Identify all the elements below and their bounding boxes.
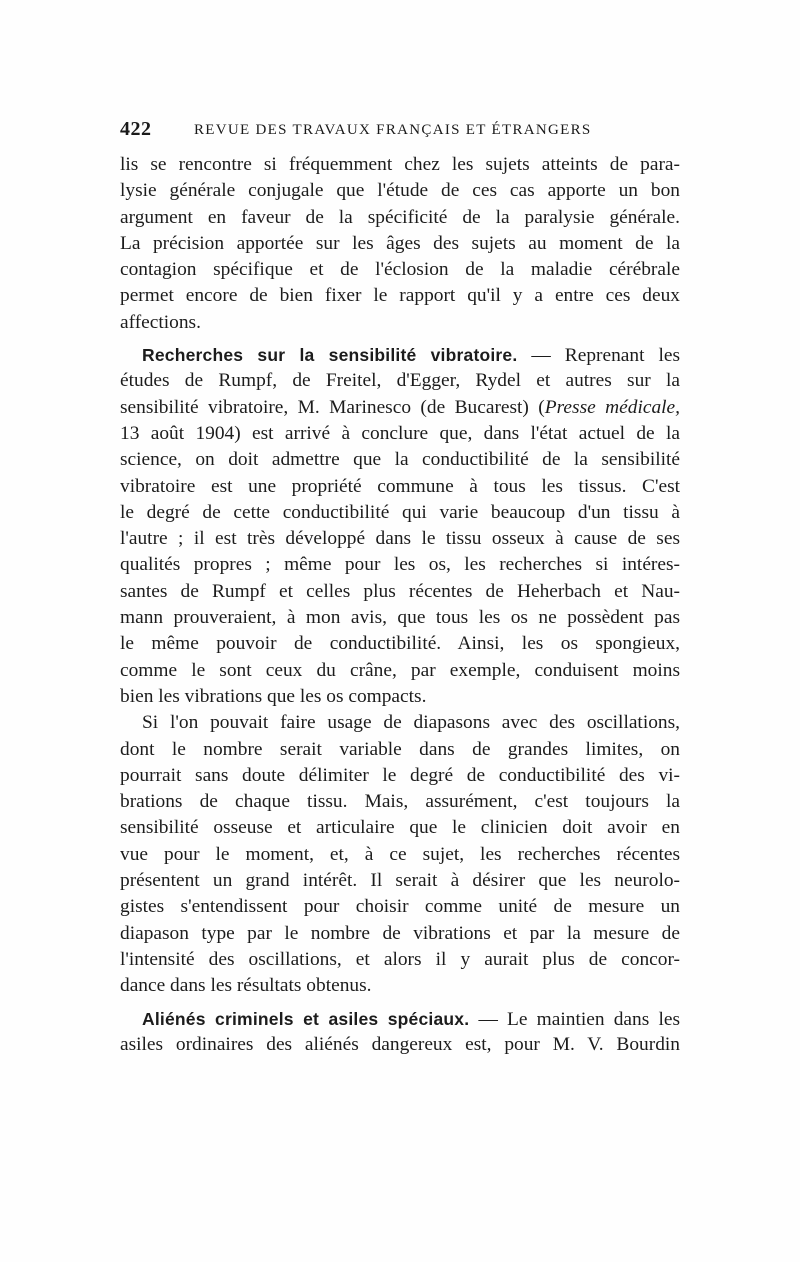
- journal-title: Presse médicale,: [544, 396, 680, 418]
- text-run: — Reprenant les: [517, 345, 680, 367]
- section-heading: Recherches sur la sensibilité vibratoire.: [142, 345, 518, 366]
- text-line: dont le nombre serait variable dans de grandes limites, on: [120, 738, 680, 760]
- text-line: [120, 1006, 680, 1032]
- paragraph-continuation: [120, 152, 680, 336]
- text-line: affections.: [120, 311, 201, 333]
- text-line: 13 août 1904) est arrivé à conclure que, dans l'état actuel de la: [120, 422, 680, 444]
- text-line: [120, 342, 680, 368]
- text-line: mann prouveraient, à mon avis, que tous les os ne possèdent pas: [120, 607, 680, 629]
- text-line: vibratoire est une propriété commune à tous les tissus. C'est: [120, 475, 680, 497]
- text-line: lis se rencontre si fréquemment chez les sujets atteints de para-: [120, 154, 680, 175]
- text-line: asiles ordinaires des aliénés dangereux est, pour M. V. Bourdin: [120, 1033, 680, 1055]
- paragraph-tuning-forks: [120, 710, 680, 999]
- text-line: permet encore de bien fixer le rapport qu'il y a entre ces deux: [120, 285, 680, 307]
- text-line: pourrait sans doute délimiter le degré de conductibilité des vi-: [120, 764, 680, 786]
- text-line: Si l'on pouvait faire usage de diapasons avec des oscillations,: [142, 712, 680, 734]
- body-text: [120, 152, 680, 1058]
- running-title: REVUE DES TRAVAUX FRANÇAIS ET ÉTRANGERS: [194, 122, 592, 138]
- text-line: qualités propres ; même pour les os, les recherches si intéres-: [120, 554, 680, 576]
- text-line: le degré de cette conductibilité qui varie beaucoup d'un tissu à: [120, 501, 680, 523]
- section-criminal-insane: [120, 1006, 680, 1059]
- page-number: 422: [120, 118, 152, 140]
- text-line: argument en faveur de la spécificité de la paralysie générale.: [120, 206, 680, 228]
- text-line: bien les vibrations que les os compacts.: [120, 685, 427, 707]
- text-line: dance dans les résultats obtenus.: [120, 975, 372, 997]
- text-line: brations de chaque tissu. Mais, assurément, c'est toujours la: [120, 791, 680, 813]
- text-line: science, on doit admettre que la conductibilité de la sensibilité: [120, 449, 680, 471]
- text-line: sensibilité osseuse et articulaire que le clinicien doit avoir en: [120, 817, 680, 839]
- text-line: le même pouvoir de conductibilité. Ainsi, les os spongieux,: [120, 633, 680, 655]
- text-line: gistes s'entendissent pour choisir comme unité de mesure un: [120, 896, 680, 918]
- section-heading: Aliénés criminels et asiles spéciaux.: [142, 1008, 470, 1029]
- text-line: lysie générale conjugale que l'étude de ces cas apporte un bon: [120, 180, 680, 202]
- text-line: présentent un grand intérêt. Il serait à désirer que les neurolo-: [120, 870, 680, 892]
- text-run: sensibilité vibratoire, M. Marinesco (de Bucarest) (: [120, 396, 545, 418]
- text-line: vue pour le moment, et, à ce sujet, les recherches récentes: [120, 843, 680, 865]
- text-line: [120, 395, 680, 421]
- text-line: contagion spécifique et de l'éclosion de la maladie cérébrale: [120, 259, 680, 281]
- text-line: comme le sont ceux du crâne, par exemple, conduisent moins: [120, 659, 680, 681]
- text-line: diapason type par le nombre de vibrations et par la mesure de: [120, 922, 680, 944]
- text-line: études de Rumpf, de Freitel, d'Egger, Rydel et autres sur la: [120, 370, 680, 392]
- text-line: l'intensité des oscillations, et alors il y aurait plus de concor-: [120, 948, 680, 970]
- running-head: [120, 118, 680, 148]
- section-vibratory-sensitivity: [120, 342, 680, 710]
- text-line: La précision apportée sur les âges des sujets au moment de la: [120, 232, 680, 254]
- text-line: santes de Rumpf et celles plus récentes de Heherbach et Nau-: [120, 580, 680, 602]
- text-line: l'autre ; il est très développé dans le tissu osseux à cause de ses: [120, 528, 680, 550]
- text-run: — Le maintien dans les: [469, 1008, 680, 1030]
